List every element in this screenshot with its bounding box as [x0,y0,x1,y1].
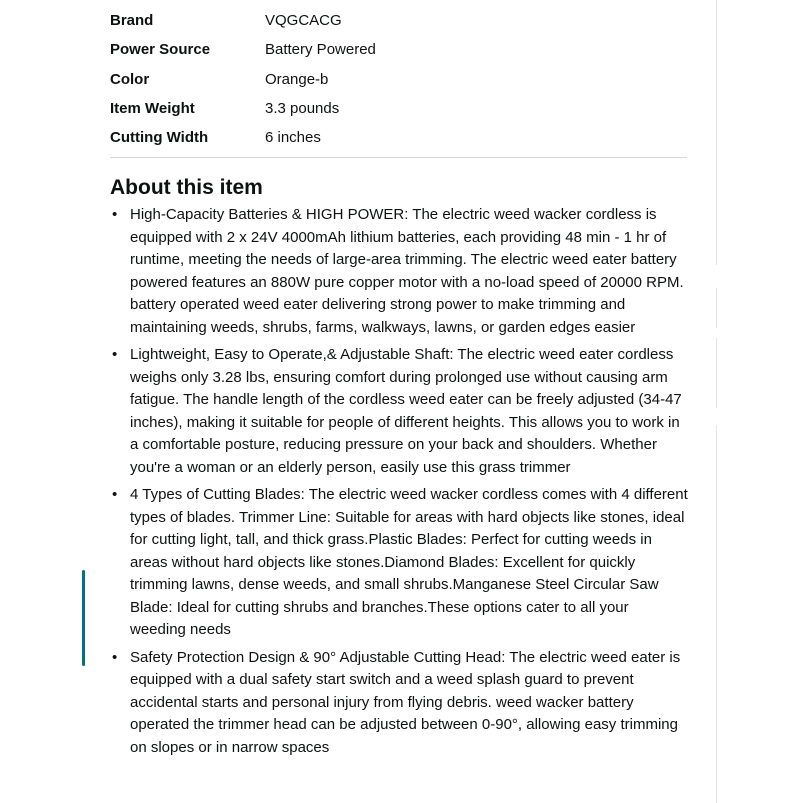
spec-label: Cutting Width [110,129,209,147]
right-rail-panel [716,0,803,803]
rail-border [716,425,717,803]
spec-label: Color [110,70,150,88]
about-this-item-heading: About this item [110,176,263,199]
spec-value: VQGCACG [265,12,342,30]
feature-bullet-list [130,204,690,764]
spec-label: Brand [110,12,154,30]
spec-value: Battery Powered [265,41,376,59]
rail-border [716,0,717,265]
spec-row-cutting-width [110,123,687,152]
feature-bullet-lightweight: • Lightweight, Easy to Operate,& Adjustable Shaft: The electric weed eater cordless weighs only 3.28 lbs, ensuring comfort during prolonged use without causing arm fatigue. The handle length of the cordless weed eater can be freely adjusted (34-47 inches), making it suitable for people of different heights. This allows you to work in a comfortable posture, reducing pressure on your back and shoulders. Whether you're a woman or an elderly person, easily use this grass trimmer [130,344,690,479]
spec-row-brand [110,6,687,35]
product-specs-table [110,6,687,152]
spec-value: 6 inches [265,129,321,147]
spec-row-power-source [110,35,687,64]
rail-border [716,338,717,408]
feature-bullet-batteries: • High-Capacity Batteries & HIGH POWER: The electric weed wacker cordless is equipped with 2 x 24V 4000mAh lithium batteries, each providing 48 min - 1 hr of runtime, meeting the needs of large-area trimming. The electric weed eater battery powered features an 880W pure copper motor with a no-load speed of 20000 RPM. battery operated weed eater delivering strong power to make trimming and maintaining weeds, shrubs, farms, walkways, lawns, or garden edges easier [130,204,690,339]
rail-border [716,288,717,328]
spec-value: 3.3 pounds [265,99,340,117]
feature-bullet-blades: • 4 Types of Cutting Blades: The electric weed wacker cordless comes with 4 different types of blades. Trimmer Line: Suitable for areas with hard objects like stones, ideal for cutting light, tall, and thick grass.Plastic Blades: Perfect for cutting weeds in areas without hard objects like stones.Diamond Blades: Excellent for quickly trimming lawns, dense weeds, and small shrubs.Manganese Steel Circular Saw Blade: Ideal for cutting shrubs and branches.These options cater to all your weeding needs [130,484,690,642]
spec-value: Orange-b [265,70,329,88]
feature-bullet-safety: • Safety Protection Design & 90° Adjustable Cutting Head: The electric weed eater is equipped with a dual safety start switch and a weed splash guard to prevent accidental starts and personal injury from flying debris. weed wacker battery operated the trimmer head can be adjusted between 0-90°, allowing easy trimming on slopes or in narrow spaces [130,647,690,760]
selected-thumbnail-indicator[interactable] [82,570,85,666]
section-divider [110,157,687,158]
spec-label: Item Weight [110,99,195,117]
spec-row-item-weight [110,94,687,123]
spec-label: Power Source [110,41,211,59]
spec-row-color [110,65,687,94]
